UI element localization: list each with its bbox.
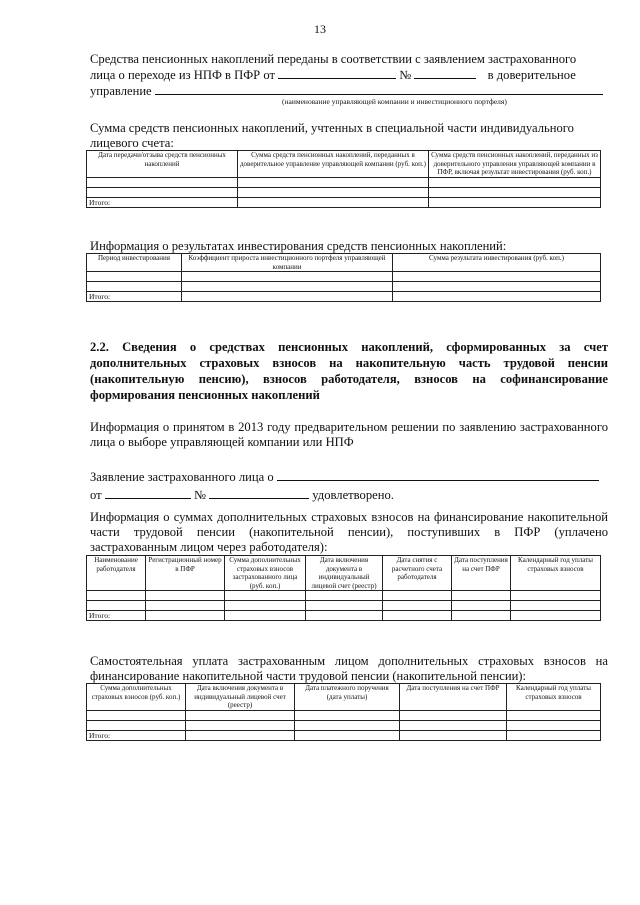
- employer-table-header: [87, 556, 601, 591]
- table-row: [87, 272, 601, 282]
- employer-header-inclusion-date: Дата включения документа в индивидуальный лицевой счет (реестр): [306, 556, 383, 591]
- employer-header-withdrawal-date: Дата снятия с расчетного счета работодателя: [383, 556, 452, 591]
- employer-header-year: Календарный год уплаты страховых взносов: [511, 556, 601, 591]
- section-2-2-heading: 2.2. Сведения о средствах пенсионных накоплений, сформированных за счет дополнительных страховых взносов на накопительную часть трудовой пенсии (накопительную пенсию), взносов работодателя, взносов на софинансирование формирования пенсионных накоплений: [90, 340, 608, 402]
- employer-section-text: Информация о суммах дополнительных страховых взносов на финансирование накопительной части трудовой пенсии (накопительной пенсии), поступивших в ПФР (уплачено застрахованным лицом через работодателя):: [90, 510, 608, 554]
- self-table-header: [87, 684, 601, 711]
- employer-header-sum: Сумма дополнительных страховых взносов застрахованного лица (руб. коп.): [225, 556, 306, 591]
- sum-table-header: [87, 151, 601, 178]
- sum-table: [86, 150, 601, 208]
- self-header-payment-date: Дата платежного поручения (дата уплаты): [295, 684, 400, 711]
- table-row: [87, 282, 601, 292]
- table-row: [87, 177, 601, 187]
- table-row: [87, 710, 601, 720]
- total-label: Итого:: [87, 197, 238, 207]
- management-company-caption: (наименование управляющей компании и инвестиционного портфеля): [282, 97, 507, 106]
- table-total-row: [87, 730, 601, 740]
- invest-header-coefficient: Коэффициент прироста инвестиционного портфеля управляющей компании: [182, 254, 393, 272]
- table-row: [87, 591, 601, 601]
- invest-table-header: [87, 254, 601, 272]
- self-header-receipt-date: Дата поступления на счет ПФР: [400, 684, 507, 711]
- self-section-text: Самостоятельная уплата застрахованным лицом дополнительных страховых взносов на финансирование накопительной части трудовой пенсии (накопительной пенсии):: [90, 654, 608, 683]
- transfer-line-3: управление: [90, 83, 608, 99]
- table-row: [87, 601, 601, 611]
- invest-table: [86, 253, 601, 302]
- invest-header-result: Сумма результата инвестирования (руб. коп.): [393, 254, 601, 272]
- total-label: Итого:: [87, 292, 182, 302]
- employer-table: [86, 555, 601, 621]
- total-label: Итого:: [87, 730, 186, 740]
- page-number: 13: [314, 22, 326, 36]
- transfer-line-2: лица о переходе из НПФ в ПФР от № в доверительное: [90, 68, 576, 82]
- total-label: Итого:: [87, 611, 146, 621]
- sum-header-transferred: Сумма средств пенсионных накоплений, переданных в доверительное управление управляющей компании (руб. коп.): [238, 151, 429, 178]
- management-company-blank: [155, 83, 603, 95]
- sum-section-text: Сумма средств пенсионных накоплений, учтенных в специальной части индивидуального лицевого счета:: [90, 121, 574, 150]
- transfer-line-1: Средства пенсионных накоплений переданы в соответствии с заявлением застрахованного: [90, 52, 577, 66]
- employer-header-receipt-date: Дата поступления на счет ПФР: [452, 556, 511, 591]
- self-table: [86, 683, 601, 741]
- transfer-paragraph: [90, 52, 608, 99]
- transfer-number-blank: [414, 67, 476, 79]
- invest-header-period: Период инвестирования: [87, 254, 182, 272]
- self-header-sum: Сумма дополнительных страховых взносов (руб. коп.): [87, 684, 186, 711]
- application-blank: [277, 469, 599, 481]
- application-number-blank: [209, 487, 309, 499]
- sum-header-date: Дата передачи/отзыва средств пенсионных накоплений: [87, 151, 238, 178]
- table-total-row: [87, 611, 601, 621]
- application-date-blank: [105, 487, 191, 499]
- table-total-row: [87, 197, 601, 207]
- table-row: [87, 720, 601, 730]
- table-row: [87, 187, 601, 197]
- employer-header-name: Наименование работодателя: [87, 556, 146, 591]
- transfer-date-blank: [278, 67, 396, 79]
- self-header-inclusion-date: Дата включения документа в индивидуальный лицевой счет (реестр): [186, 684, 295, 711]
- decision-text: Информация о принятом в 2013 году предварительном решении по заявлению застрахованного лица о выборе управляющей компании или НПФ: [90, 420, 608, 449]
- self-header-year: Календарный год уплаты страховых взносов: [507, 684, 601, 711]
- sum-header-returned: Сумма средств пенсионных накоплений, переданных из доверительного управления управляющей компании в ПФР, включая результат инвестирования (руб. коп.): [429, 151, 601, 178]
- table-total-row: [87, 292, 601, 302]
- employer-header-regnum: Регистрационный номер в ПФР: [146, 556, 225, 591]
- application-paragraph: Заявление застрахованного лица о от № удовлетворено.: [90, 469, 608, 503]
- invest-section-text: Информация о результатах инвестирования средств пенсионных накоплений:: [90, 239, 507, 253]
